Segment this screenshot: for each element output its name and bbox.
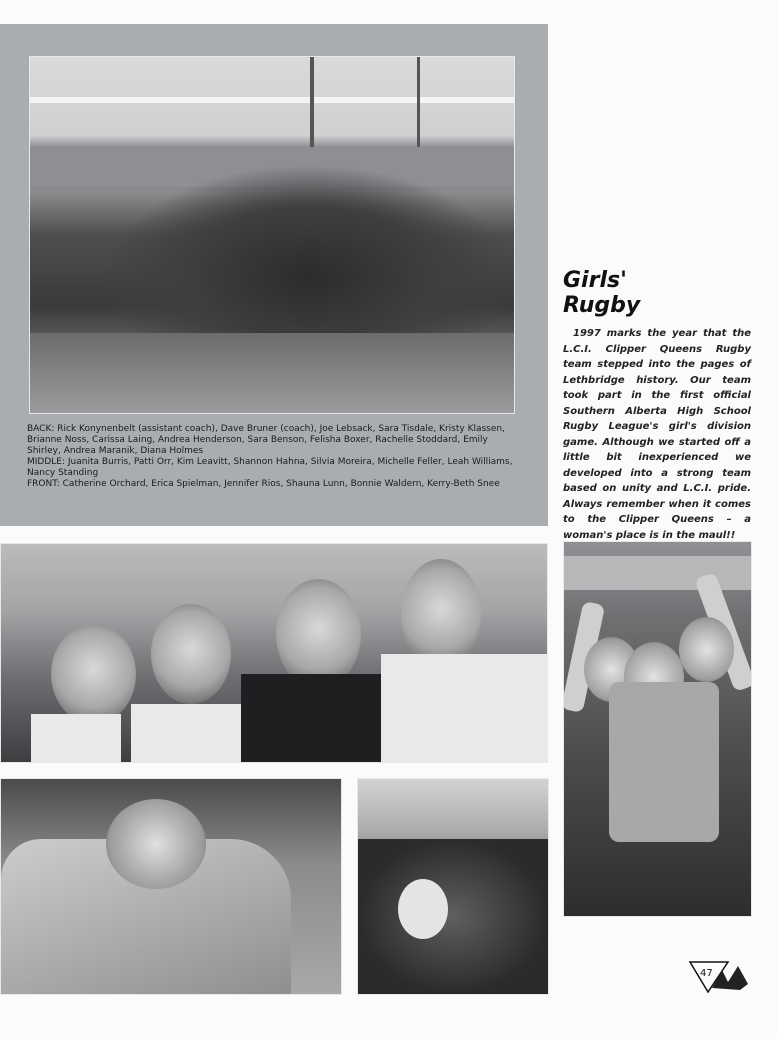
- title-line-2: Rugby: [563, 293, 641, 318]
- team-caption: [27, 424, 519, 490]
- kneeling-player-photo: [0, 778, 342, 995]
- lineout-photo: [563, 541, 752, 917]
- player-shirt: [131, 704, 251, 762]
- player-face: [276, 579, 361, 689]
- team-photo: [29, 56, 515, 414]
- player-face: [51, 624, 136, 724]
- scrum-photo: [357, 778, 549, 995]
- caption-back-row: BACK: Rick Konynenbelt (assistant coach), Dave Bruner (coach), Joe Lebsack, Sara Tisdale, Kristy Klassen, Brianne Noss, Carissa Laing, Andrea Henderson, Sara Benson, Felisha Boxer, Rachelle Stoddard, Emily Shirley, Andrea Maranik, Diana Holmes: [27, 424, 505, 456]
- four-players-photo: [0, 543, 548, 763]
- article-title: [563, 268, 640, 318]
- goalpost-crossbar: [30, 97, 514, 103]
- title-line-1: Girls': [563, 268, 627, 293]
- player-face: [401, 559, 481, 669]
- article-body: 1997 marks the year that the L.C.I. Clipper Queens Rugby team stepped into the pages of Lethbridge history. Our team took part in the first official Southern Alberta High School Rugby League's girl's division game. Although we started off a little bit inexperienced we developed into a strong team based on unity and L.C.I. pride. Always remember when it comes to the Clipper Queens – a woman's place is in the maul!!: [563, 328, 751, 541]
- page-number-logo-icon: [688, 960, 752, 994]
- player-shirt: [241, 674, 391, 762]
- player-shirt: [31, 714, 121, 762]
- rugby-ball: [398, 879, 448, 939]
- caption-middle-row: MIDDLE: Juanita Burris, Patti Orr, Kim Leavitt, Shannon Hahna, Silvia Moreira, Michelle Feller, Leah Williams, Nancy Standing: [27, 457, 513, 478]
- page-number: 47: [700, 968, 713, 979]
- player-head: [679, 617, 734, 682]
- player-shirt: [381, 654, 547, 762]
- player-face: [151, 604, 231, 704]
- background-sign: [564, 556, 751, 590]
- grass-field: [30, 333, 514, 413]
- player-shirt: [609, 682, 719, 842]
- scrum-pile: [358, 839, 548, 994]
- caption-front-row: FRONT: Catherine Orchard, Erica Spielman, Jennifer Rios, Shauna Lunn, Bonnie Waldern, Kerry-Beth Snee: [27, 479, 500, 489]
- player-head: [106, 799, 206, 889]
